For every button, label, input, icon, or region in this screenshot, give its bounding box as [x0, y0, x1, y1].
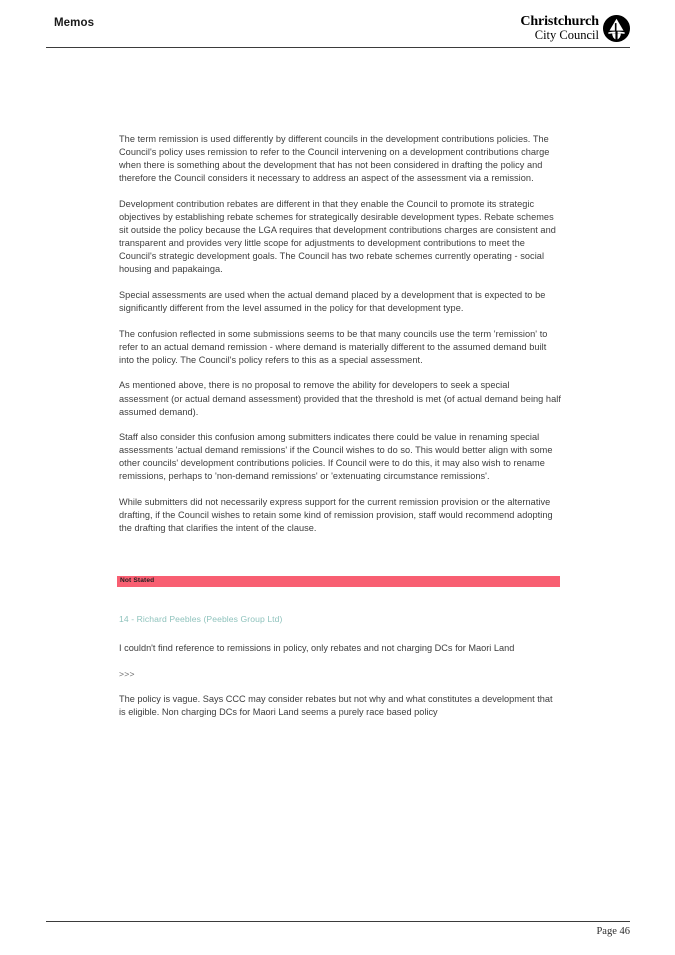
page-header-title: Memos: [54, 17, 95, 29]
council-logo: [520, 14, 630, 43]
submitter-follow-up: The policy is vague. Says CCC may consider rebates but not why and what constitutes a development that is eligible. Non charging DCs for Maori Land seems a purely race based policy: [119, 694, 553, 718]
body-paragraph: Staff also consider this confusion among submitters indicates there could be value in renaming special assessments 'actual demand remissions' if the Council wishes to do so. This would better align with some other councils' development contributions policies. If Council were to do this, it may also wish to rename remissions, perhaps to 'non-demand remissions' or 'extenuating circumstance remissions'.: [119, 432, 553, 482]
document-body: [119, 133, 561, 548]
body-paragraph: The confusion reflected in some submissions seems to be that many councils use the term 'remission' to refer to an actual demand remission - where demand is materially different to the assumed demand built into the policy. The Council's policy refers to this as a special assessment.: [119, 328, 548, 365]
submitter-heading: 14 - Richard Peebles (Peebles Group Ltd): [119, 614, 283, 624]
footer-page-number: Page 46: [596, 926, 630, 937]
body-paragraph: The term remission is used differently by different councils in the development contributions policies. The Council's policy uses remission to refer to the Council intervening on a development contributions charge when there is something about the development that has not been considered in drafting the policy and therefore the Council considers it necessary to address an aspect of the assessment via a remission.: [119, 134, 550, 184]
body-paragraph: Development contribution rebates are different in that they enable the Council to promote its strategic objectives by establishing rebate schemes for strategically desirable development types. Rebate schemes sit outside the policy because the LGA requires that development contributions charges are consistent and transparent and provides very little scope for adjustments to development contributions to meet the Council's strategic development goals. The Council has two rebate schemes currently operating - social housing and papakainga.: [119, 198, 556, 275]
submitter-comment: I couldn't find reference to remissions in policy, only rebates and not charging DCs for Maori Land: [119, 643, 515, 653]
submitter-section: [119, 614, 561, 733]
body-paragraph: Special assessments are used when the actual demand placed by a development that is expected to be significantly different from the level assumed in the policy for that development type.: [119, 289, 546, 314]
body-paragraph: While submitters did not necessarily express support for the current remission provision or the alternative drafting, if the Council wishes to retain some kind of remission provision, staff would recommend adopting the drafting that clarifies the intent of the clause.: [119, 497, 553, 534]
page-header: [0, 0, 675, 52]
christchurch-city-council-emblem-icon: [603, 15, 630, 42]
body-paragraph: As mentioned above, there is no proposal to remove the ability for developers to seek a special assessment (or actual demand assessment) provided that the threshold is met (of actual demand being half assumed demand).: [119, 380, 561, 417]
council-logo-line-2: City Council: [534, 28, 599, 43]
council-logo-text: [520, 14, 599, 43]
submitter-separator: >>>: [119, 669, 135, 680]
council-logo-line-1: Christchurch: [520, 14, 599, 29]
status-badge-not-stated: [117, 576, 560, 587]
header-divider: [46, 47, 630, 48]
footer-divider: [46, 921, 630, 922]
status-badge-label: Not Stated: [120, 577, 155, 585]
